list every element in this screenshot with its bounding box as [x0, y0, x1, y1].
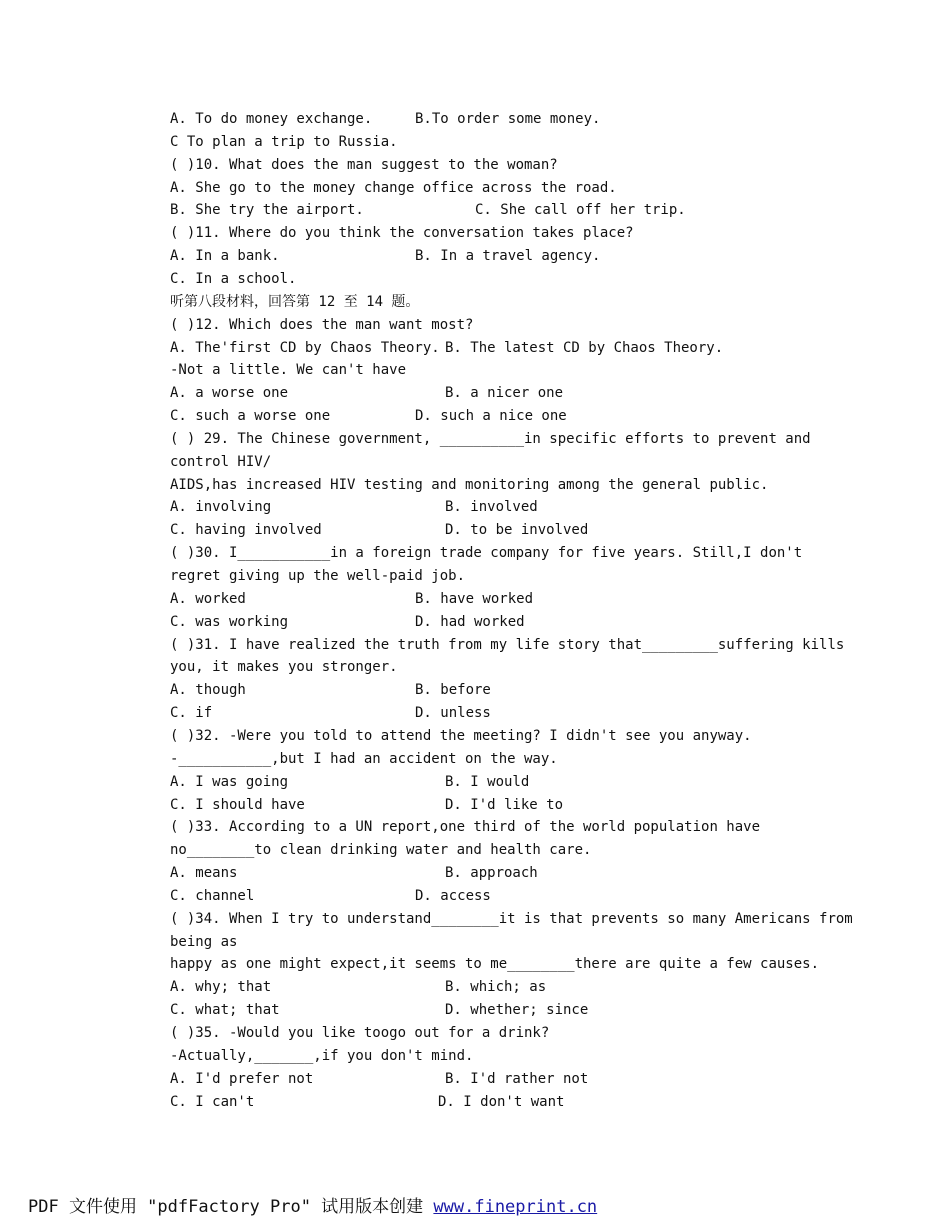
- text-line: [170, 771, 530, 793]
- text-line: [170, 177, 617, 199]
- pdf-footer: [28, 1192, 597, 1217]
- text-line: [170, 999, 589, 1021]
- text-line: [170, 199, 686, 221]
- option-text: D. I don't want: [438, 1093, 565, 1110]
- text-line: [170, 862, 538, 884]
- text-line: [170, 656, 398, 678]
- line-text: A. worked: [170, 590, 246, 607]
- line-text: you, it makes you stronger.: [170, 659, 398, 676]
- line-text: C. having involved: [170, 522, 322, 539]
- option-text: B. The latest CD by Chaos Theory.: [445, 339, 724, 356]
- line-text: C. what; that: [170, 1002, 280, 1019]
- text-line: [170, 976, 547, 998]
- text-line: [170, 108, 601, 130]
- text-line: [170, 885, 491, 907]
- text-line: [170, 405, 567, 427]
- text-line: [170, 428, 811, 450]
- text-line: [170, 634, 844, 656]
- line-text: A. I was going: [170, 773, 289, 790]
- text-line: [170, 748, 558, 770]
- text-line: [170, 953, 819, 975]
- text-line: [170, 451, 271, 473]
- text-line: [170, 611, 525, 633]
- text-line: [170, 679, 491, 701]
- text-line: [170, 702, 491, 724]
- line-text: C. In a school.: [170, 270, 297, 287]
- option-text: D. whether; since: [445, 1002, 589, 1019]
- line-text: control HIV/: [170, 453, 272, 470]
- line-text: C. channel: [170, 887, 255, 904]
- text-line: [170, 131, 398, 153]
- line-text: B. She try the airport.: [170, 202, 364, 219]
- line-text: A. a worse one: [170, 385, 289, 402]
- line-text: C. such a worse one: [170, 408, 331, 425]
- text-line: [170, 519, 589, 541]
- line-text: -Not a little. We can't have: [170, 362, 407, 379]
- line-text: A. why; that: [170, 979, 272, 996]
- option-text: B. a nicer one: [445, 385, 564, 402]
- text-line: [170, 794, 564, 816]
- option-text: B.To order some money.: [415, 111, 601, 127]
- option-text: B. approach: [445, 865, 538, 882]
- line-text: C. I can't: [170, 1093, 255, 1110]
- line-text: ( )33. According to a UN report,one third of the world population have: [170, 819, 761, 836]
- line-text: C. I should have: [170, 796, 305, 813]
- line-text: AIDS,has increased HIV testing and monitoring among the general public.: [170, 476, 769, 493]
- text-line: [170, 1091, 565, 1113]
- line-text: C. if: [170, 705, 213, 722]
- text-line: [170, 542, 802, 564]
- text-line: [170, 565, 465, 587]
- line-text: ( )32. -Were you told to attend the meeting? I didn't see you anyway.: [170, 727, 752, 744]
- line-text: A. In a bank.: [170, 248, 280, 265]
- text-line: [170, 1022, 549, 1044]
- line-text: no________to clean drinking water and health care.: [170, 842, 592, 859]
- option-text: D. unless: [415, 705, 491, 722]
- option-text: B. involved: [445, 499, 538, 516]
- line-text: -___________,but I had an accident on the way.: [170, 750, 558, 767]
- text-line: [170, 908, 853, 930]
- text-line: [170, 931, 237, 953]
- text-line: [170, 816, 760, 838]
- line-text: ( )30. I___________in a foreign trade company for five years. Still,I don't: [170, 545, 803, 562]
- text-line: [170, 1068, 589, 1090]
- line-text: A. The'first CD by Chaos Theory.: [170, 339, 440, 356]
- line-text: ( )35. -Would you like toogo out for a drink?: [170, 1025, 550, 1041]
- line-text: regret giving up the well-paid job.: [170, 568, 466, 584]
- line-text: A. She go to the money change office across the road.: [170, 179, 617, 196]
- line-text: ( )11. Where do you think the conversation takes place?: [170, 225, 634, 242]
- text-line: [170, 337, 724, 359]
- line-text: A. I'd prefer not: [170, 1070, 314, 1087]
- option-text: D. had worked: [415, 613, 525, 630]
- line-text: A. means: [170, 865, 238, 882]
- text-line: [170, 382, 564, 404]
- text-line: [170, 725, 752, 747]
- text-line: [170, 839, 591, 861]
- line-text: 听第八段材料，回答第 12 至 14 题。: [170, 293, 420, 310]
- line-text: ( )31. I have realized the truth from my life story that_________suffering kills: [170, 636, 845, 653]
- option-text: D. to be involved: [445, 522, 589, 539]
- option-text: B. In a travel agency.: [415, 248, 601, 265]
- option-text: D. such a nice one: [415, 408, 567, 425]
- text-line: [170, 496, 538, 518]
- footer-text: PDF 文件使用 "pdfFactory Pro" 试用版本创建: [28, 1197, 434, 1217]
- text-line: [170, 588, 534, 610]
- option-text: D. access: [415, 887, 491, 904]
- text-line: [170, 291, 419, 313]
- text-line: [170, 359, 406, 381]
- line-text: being as: [170, 933, 238, 950]
- text-line: [170, 268, 296, 290]
- text-line: [170, 222, 634, 244]
- option-text: B. have worked: [415, 590, 534, 607]
- option-text: D. I'd like to: [445, 796, 564, 813]
- text-line: [170, 245, 601, 267]
- line-text: A. involving: [170, 499, 272, 516]
- line-text: -Actually,_______,if you don't mind.: [170, 1047, 474, 1064]
- line-text: ( )10. What does the man suggest to the woman?: [170, 156, 558, 173]
- text-line: [170, 1045, 473, 1067]
- footer-link[interactable]: www.fineprint.cn: [433, 1197, 598, 1217]
- text-line: [170, 474, 768, 496]
- option-text: B. before: [415, 682, 491, 699]
- line-text: C. was working: [170, 613, 289, 630]
- line-text: ( )12. Which does the man want most?: [170, 316, 474, 333]
- line-text: ( )34. When I try to understand________it is that prevents so many Americans from: [170, 910, 853, 927]
- option-text: B. I would: [445, 773, 530, 790]
- option-text: B. which; as: [445, 979, 547, 996]
- option-text: B. I'd rather not: [445, 1070, 589, 1087]
- line-text: ( ) 29. The Chinese government, __________in specific efforts to prevent and: [170, 430, 811, 447]
- text-line: [170, 314, 473, 336]
- line-text: A. To do money exchange.: [170, 111, 373, 127]
- option-text: C. She call off her trip.: [475, 202, 686, 219]
- text-line: [170, 154, 558, 176]
- line-text: C To plan a trip to Russia.: [170, 133, 398, 150]
- line-text: happy as one might expect,it seems to me________there are quite a few causes.: [170, 956, 820, 973]
- line-text: A. though: [170, 682, 246, 699]
